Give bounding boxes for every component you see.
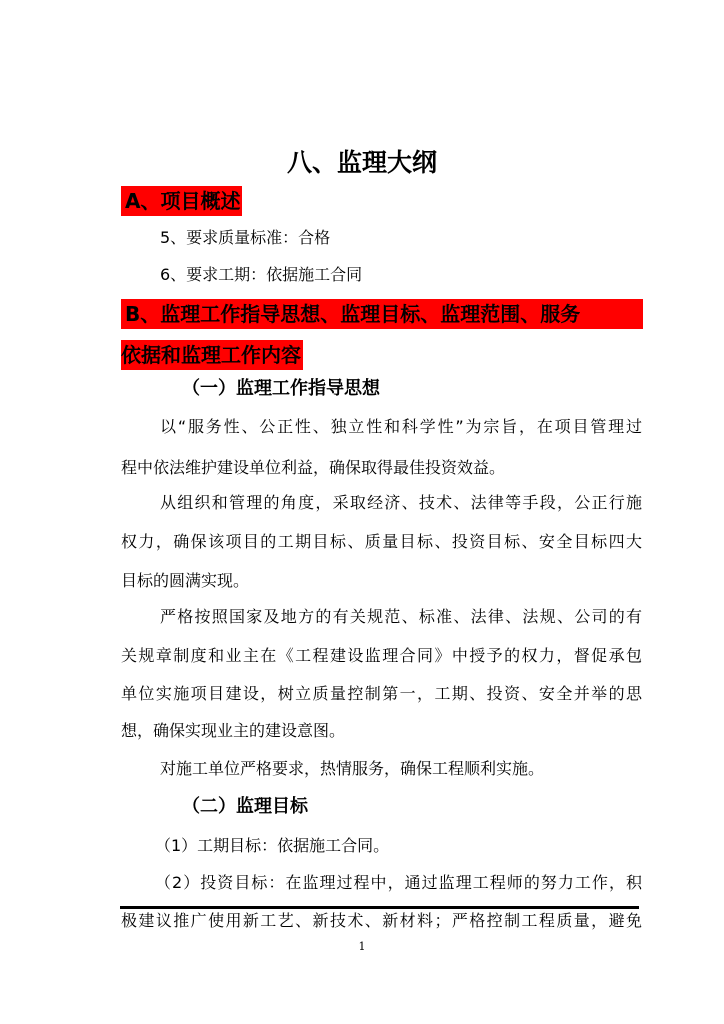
paragraph-line: 对施工单位严格要求，热情服务，确保工程顺利实施。 <box>160 759 545 778</box>
subsection-heading-objectives: （二）监理目标 <box>182 796 308 817</box>
requirement-quality: 5、要求质量标准：合格 <box>160 228 331 247</box>
section-b-heading-line2: 依据和监理工作内容 <box>121 340 303 370</box>
requirement-schedule: 6、要求工期：依据施工合同 <box>160 265 363 284</box>
subsection-heading-guiding-ideology: （一）监理工作指导思想 <box>182 378 380 399</box>
paragraph-line: 单位实施项目建设，树立质量控制第一，工期、投资、安全并举的思 <box>121 684 642 703</box>
objective-investment-line: （2）投资目标：在监理过程中，通过监理工程师的努力工作，积 <box>155 873 642 892</box>
objective-schedule: （1）工期目标：依据施工合同。 <box>155 836 390 855</box>
paragraph-line: 以“服务性、公正性、独立性和科学性”为宗旨，在项目管理过 <box>160 417 642 436</box>
section-b-heading-line1: B、监理工作指导思想、监理目标、监理范围、服务 <box>121 299 643 329</box>
paragraph-line: 从组织和管理的角度，采取经济、技术、法律等手段，公正行施 <box>160 493 642 512</box>
paragraph-line: 严格按照国家及地方的有关规范、标准、法律、法规、公司的有 <box>160 607 642 626</box>
paragraph-line: 权力，确保该项目的工期目标、质量目标、投资目标、安全目标四大 <box>121 532 642 551</box>
page-title: 八、监理大纲 <box>286 148 437 177</box>
footer-rule <box>120 906 639 909</box>
page-number: 1 <box>358 940 366 953</box>
paragraph-line: 程中依法维护建设单位利益，确保取得最佳投资效益。 <box>121 458 506 477</box>
section-a-heading: A、项目概述 <box>121 186 242 216</box>
objective-investment-line: 极建议推广使用新工艺、新技术、新材料；严格控制工程质量，避免 <box>121 911 642 930</box>
paragraph-line: 目标的圆满实现。 <box>121 571 250 590</box>
paragraph-line: 关规章制度和业主在《工程建设监理合同》中授予的权力，督促承包 <box>121 646 642 665</box>
paragraph-line: 想，确保实现业主的建设意图。 <box>121 721 346 740</box>
